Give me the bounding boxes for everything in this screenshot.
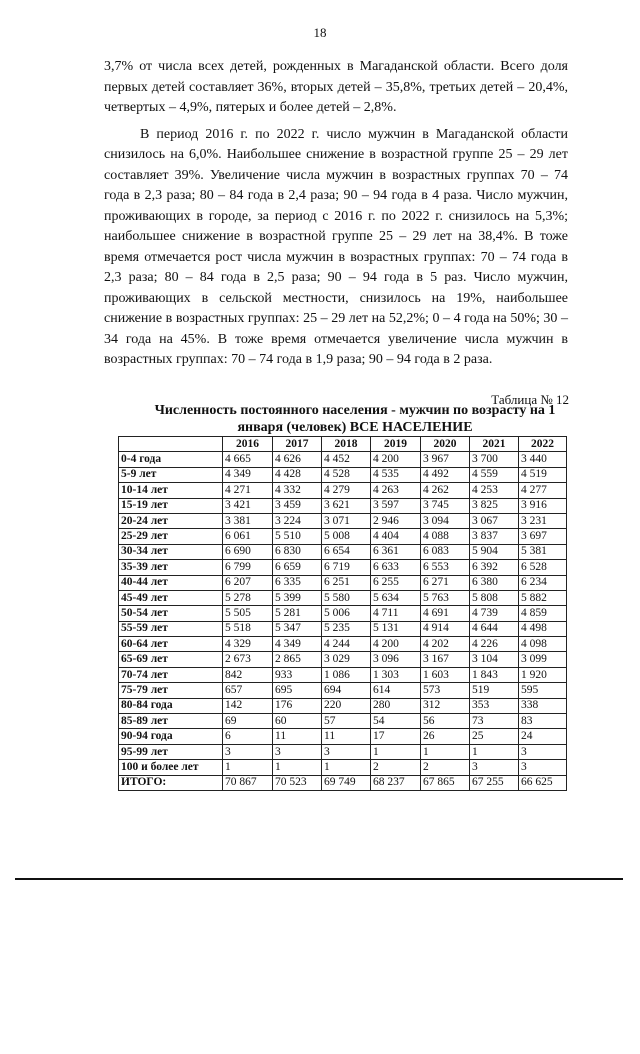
table-cell: 4 253 xyxy=(470,483,519,498)
table-cell: 4 279 xyxy=(322,483,371,498)
table-cell: 1 xyxy=(421,744,470,759)
table-row xyxy=(119,467,567,482)
table-cell: 5 281 xyxy=(273,606,322,621)
table-cell: 60 xyxy=(273,714,322,729)
table-cell: 5 518 xyxy=(223,621,273,636)
body-text xyxy=(104,57,568,371)
row-label: 95-99 лет xyxy=(119,744,223,759)
table-cell: 4 088 xyxy=(421,529,470,544)
table-cell: 6 207 xyxy=(223,575,273,590)
row-label: 85-89 лет xyxy=(119,714,223,729)
table-cell: 4 528 xyxy=(322,467,371,482)
table-cell: 573 xyxy=(421,683,470,698)
header-year: 2021 xyxy=(470,437,519,452)
table-cell: 4 277 xyxy=(519,483,567,498)
table-cell: 3 459 xyxy=(273,498,322,513)
table-cell: 5 235 xyxy=(322,621,371,636)
table-cell: 68 237 xyxy=(371,775,421,790)
table-cell: 4 226 xyxy=(470,637,519,652)
table-cell: 54 xyxy=(371,714,421,729)
row-label: 35-39 лет xyxy=(119,560,223,575)
table-cell: 73 xyxy=(470,714,519,729)
table-cell: 4 202 xyxy=(421,637,470,652)
table-row xyxy=(119,513,567,528)
table-cell: 6 361 xyxy=(371,544,421,559)
table-cell: 3 xyxy=(519,760,567,775)
table-cell: 3 967 xyxy=(421,452,470,467)
table-row xyxy=(119,544,567,559)
table-cell: 1 603 xyxy=(421,667,470,682)
table-cell: 2 xyxy=(421,760,470,775)
table-cell: 5 763 xyxy=(421,590,470,605)
table-row xyxy=(119,683,567,698)
row-label: 40-44 лет xyxy=(119,575,223,590)
table-cell: 4 535 xyxy=(371,467,421,482)
row-label: 25-29 лет xyxy=(119,529,223,544)
row-label: 50-54 лет xyxy=(119,606,223,621)
table-cell: 83 xyxy=(519,714,567,729)
table-cell: 1 843 xyxy=(470,667,519,682)
table-cell: 5 882 xyxy=(519,590,567,605)
table-cell: 3 224 xyxy=(273,513,322,528)
row-label: 45-49 лет xyxy=(119,590,223,605)
table-cell: 6 xyxy=(223,729,273,744)
table-cell: 17 xyxy=(371,729,421,744)
table-cell: 1 xyxy=(371,744,421,759)
table-cell: 4 519 xyxy=(519,467,567,482)
table-cell: 4 404 xyxy=(371,529,421,544)
table-row xyxy=(119,729,567,744)
table-cell: 4 914 xyxy=(421,621,470,636)
page-number: 18 xyxy=(313,25,327,40)
table-row xyxy=(119,529,567,544)
table-title: Численность постоянного населения - мужчин по возрасту на 1 января (человек) ВСЕ НАСЕЛЕНИЕ xyxy=(154,403,556,435)
table-cell: 6 392 xyxy=(470,560,519,575)
table-cell: 6 528 xyxy=(519,560,567,575)
table-cell: 6 799 xyxy=(223,560,273,575)
row-label: 90-94 года xyxy=(119,729,223,744)
table-cell: 5 808 xyxy=(470,590,519,605)
table-cell: 3 745 xyxy=(421,498,470,513)
population-table xyxy=(118,436,567,791)
header-year: 2022 xyxy=(519,437,567,452)
table-row xyxy=(119,744,567,759)
table-cell: 69 749 xyxy=(322,775,371,790)
row-label: 20-24 лет xyxy=(119,513,223,528)
table-cell: 67 255 xyxy=(470,775,519,790)
table-row xyxy=(119,667,567,682)
table-cell: 26 xyxy=(421,729,470,744)
table-cell: 3 697 xyxy=(519,529,567,544)
table-header-row xyxy=(119,437,567,452)
table-cell: 4 271 xyxy=(223,483,273,498)
table-cell: 4 739 xyxy=(470,606,519,621)
table-row xyxy=(119,560,567,575)
table-cell: 5 006 xyxy=(322,606,371,621)
table-cell: 5 381 xyxy=(519,544,567,559)
table-cell: 312 xyxy=(421,698,470,713)
table-cell: 67 865 xyxy=(421,775,470,790)
table-cell: 6 234 xyxy=(519,575,567,590)
header-year: 2020 xyxy=(421,437,470,452)
table-cell: 24 xyxy=(519,729,567,744)
table-cell: 3 916 xyxy=(519,498,567,513)
table-cell: 6 251 xyxy=(322,575,371,590)
footer-rule xyxy=(15,878,623,880)
table-cell: 6 271 xyxy=(421,575,470,590)
row-label: 70-74 лет xyxy=(119,667,223,682)
table-cell: 70 867 xyxy=(223,775,273,790)
table-cell: 1 xyxy=(470,744,519,759)
table-row xyxy=(119,590,567,605)
table-cell: 142 xyxy=(223,698,273,713)
table-cell: 4 452 xyxy=(322,452,371,467)
table-cell: 353 xyxy=(470,698,519,713)
table-cell: 1 086 xyxy=(322,667,371,682)
table-cell: 4 098 xyxy=(519,637,567,652)
table-cell: 4 332 xyxy=(273,483,322,498)
table-cell: 6 659 xyxy=(273,560,322,575)
header-year: 2018 xyxy=(322,437,371,452)
table-row xyxy=(119,452,567,467)
table-cell: 3 xyxy=(519,744,567,759)
table-cell: 5 505 xyxy=(223,606,273,621)
table-row xyxy=(119,698,567,713)
row-label: 55-59 лет xyxy=(119,621,223,636)
table-row xyxy=(119,483,567,498)
table-cell: 4 859 xyxy=(519,606,567,621)
table-cell: 6 633 xyxy=(371,560,421,575)
row-label: 100 и более лет xyxy=(119,760,223,775)
table-cell: 5 634 xyxy=(371,590,421,605)
table-cell: 3 440 xyxy=(519,452,567,467)
table-cell: 3 xyxy=(322,744,371,759)
table-cell: 5 510 xyxy=(273,529,322,544)
paragraph-continuation: 3,7% от числа всех детей, рожденных в Магаданской области. Всего доля первых детей составляет 36%, вторых детей – 35,8%, третьих детей – 20,4%, четвертых – 4,9%, пятерых и более детей – 2,8%. xyxy=(104,59,568,115)
table-cell: 3 094 xyxy=(421,513,470,528)
table-cell: 6 830 xyxy=(273,544,322,559)
table-cell: 4 691 xyxy=(421,606,470,621)
row-label: 65-69 лет xyxy=(119,652,223,667)
table-cell: 3 825 xyxy=(470,498,519,513)
table-cell: 3 104 xyxy=(470,652,519,667)
table-cell: 614 xyxy=(371,683,421,698)
table-cell: 11 xyxy=(322,729,371,744)
table-cell: 595 xyxy=(519,683,567,698)
table-cell: 3 421 xyxy=(223,498,273,513)
table-cell: 2 946 xyxy=(371,513,421,528)
table-cell: 4 428 xyxy=(273,467,322,482)
paragraph-male-population: В период 2016 г. по 2022 г. число мужчин в Магаданской области снизилось на 6,0%. Наибольшее снижение в возрастной группе 25 – 29 лет составляет 39%. Увеличение числа мужчин в возрастных группах 70 – 74 года в 2,3 раза; 80 – 84 года в 2,4 раза; 90 – 94 года в 4 раза. Число мужчин, проживающих в городе, за период с 2016 г. по 2022 г. снизилось на 5,3%; наибольшее снижение в возрастной группе 25 – 29 лет на 38,4%. В тоже время отмечается рост числа мужчин в возрастных группах: 70 – 74 года в 2,3 раза; 80 – 84 года в 2,5 раза; 90 – 94 года в 5 раз. Число мужчин, проживающих в сельской местности, снизилось на 19%, наибольшее снижение в возрастных группах: 25 – 29 лет на 52,2%; 0 – 4 года на 50%; 30 – 34 года на 45%. В тоже время отмечается увеличение числа мужчин в возрастных группах: 70 – 74 года в 1,9 раза; 90 – 94 года в 2 раза. xyxy=(104,126,568,367)
table-cell: 3 700 xyxy=(470,452,519,467)
table-cell: 2 673 xyxy=(223,652,273,667)
table-cell: 5 580 xyxy=(322,590,371,605)
row-label: 60-64 лет xyxy=(119,637,223,652)
table-cell: 338 xyxy=(519,698,567,713)
table-cell: 657 xyxy=(223,683,273,698)
table-cell: 6 553 xyxy=(421,560,470,575)
table-row xyxy=(119,714,567,729)
header-empty-cell xyxy=(119,437,223,452)
table-cell: 3 029 xyxy=(322,652,371,667)
table-cell: 5 131 xyxy=(371,621,421,636)
table-cell: 933 xyxy=(273,667,322,682)
header-year: 2017 xyxy=(273,437,322,452)
table-cell: 3 xyxy=(470,760,519,775)
table-number-label: Таблица № 12 xyxy=(491,392,569,407)
table-cell: 1 xyxy=(223,760,273,775)
table-cell: 6 380 xyxy=(470,575,519,590)
table-cell: 4 498 xyxy=(519,621,567,636)
table-cell: 6 255 xyxy=(371,575,421,590)
table-cell: 5 904 xyxy=(470,544,519,559)
table-cell: 69 xyxy=(223,714,273,729)
table-cell: 4 492 xyxy=(421,467,470,482)
row-label: 0-4 года xyxy=(119,452,223,467)
row-label: 75-79 лет xyxy=(119,683,223,698)
table-cell: 6 719 xyxy=(322,560,371,575)
table-cell: 5 347 xyxy=(273,621,322,636)
table-cell: 3 597 xyxy=(371,498,421,513)
table-cell: 694 xyxy=(322,683,371,698)
row-label: 15-19 лет xyxy=(119,498,223,513)
table-cell: 4 349 xyxy=(223,467,273,482)
header-year: 2016 xyxy=(223,437,273,452)
table-cell: 6 654 xyxy=(322,544,371,559)
table-cell: 3 621 xyxy=(322,498,371,513)
table-cell: 695 xyxy=(273,683,322,698)
row-label: 30-34 лет xyxy=(119,544,223,559)
header-year: 2019 xyxy=(371,437,421,452)
table-cell: 11 xyxy=(273,729,322,744)
row-label: 80-84 года xyxy=(119,698,223,713)
table-cell: 4 244 xyxy=(322,637,371,652)
table-cell: 4 200 xyxy=(371,637,421,652)
table-cell: 1 xyxy=(273,760,322,775)
table-cell: 4 349 xyxy=(273,637,322,652)
table-cell: 3 167 xyxy=(421,652,470,667)
table-cell: 842 xyxy=(223,667,273,682)
table-cell: 6 335 xyxy=(273,575,322,590)
row-label: 10-14 лет xyxy=(119,483,223,498)
table-cell: 25 xyxy=(470,729,519,744)
table-row xyxy=(119,637,567,652)
table-cell: 6 690 xyxy=(223,544,273,559)
table-cell: 176 xyxy=(273,698,322,713)
table-row xyxy=(119,760,567,775)
table-cell: 3 099 xyxy=(519,652,567,667)
table-cell: 519 xyxy=(470,683,519,698)
table-cell: 3 837 xyxy=(470,529,519,544)
table-cell: 3 096 xyxy=(371,652,421,667)
table-cell: 4 329 xyxy=(223,637,273,652)
table-total-row xyxy=(119,775,567,790)
table-row xyxy=(119,621,567,636)
table-cell: 4 711 xyxy=(371,606,421,621)
table-cell: 56 xyxy=(421,714,470,729)
row-label: ИТОГО: xyxy=(119,775,223,790)
table-row xyxy=(119,498,567,513)
table-cell: 4 665 xyxy=(223,452,273,467)
table-cell: 5 008 xyxy=(322,529,371,544)
table-cell: 2 xyxy=(371,760,421,775)
table-cell: 3 xyxy=(273,744,322,759)
table-cell: 1 303 xyxy=(371,667,421,682)
table-cell: 4 263 xyxy=(371,483,421,498)
table-row xyxy=(119,606,567,621)
table-cell: 5 399 xyxy=(273,590,322,605)
table-cell: 1 920 xyxy=(519,667,567,682)
table-cell: 6 061 xyxy=(223,529,273,544)
table-cell: 4 200 xyxy=(371,452,421,467)
table-cell: 220 xyxy=(322,698,371,713)
table-cell: 2 865 xyxy=(273,652,322,667)
table-cell: 3 381 xyxy=(223,513,273,528)
table-cell: 4 262 xyxy=(421,483,470,498)
table-cell: 66 625 xyxy=(519,775,567,790)
table-cell: 4 626 xyxy=(273,452,322,467)
table-cell: 70 523 xyxy=(273,775,322,790)
table-cell: 4 559 xyxy=(470,467,519,482)
table-cell: 3 071 xyxy=(322,513,371,528)
table-cell: 4 644 xyxy=(470,621,519,636)
table-cell: 280 xyxy=(371,698,421,713)
table-cell: 3 231 xyxy=(519,513,567,528)
table-cell: 3 067 xyxy=(470,513,519,528)
table-cell: 5 278 xyxy=(223,590,273,605)
table-cell: 3 xyxy=(223,744,273,759)
table-cell: 6 083 xyxy=(421,544,470,559)
row-label: 5-9 лет xyxy=(119,467,223,482)
table-cell: 1 xyxy=(322,760,371,775)
table-cell: 57 xyxy=(322,714,371,729)
table-row xyxy=(119,652,567,667)
table-row xyxy=(119,575,567,590)
